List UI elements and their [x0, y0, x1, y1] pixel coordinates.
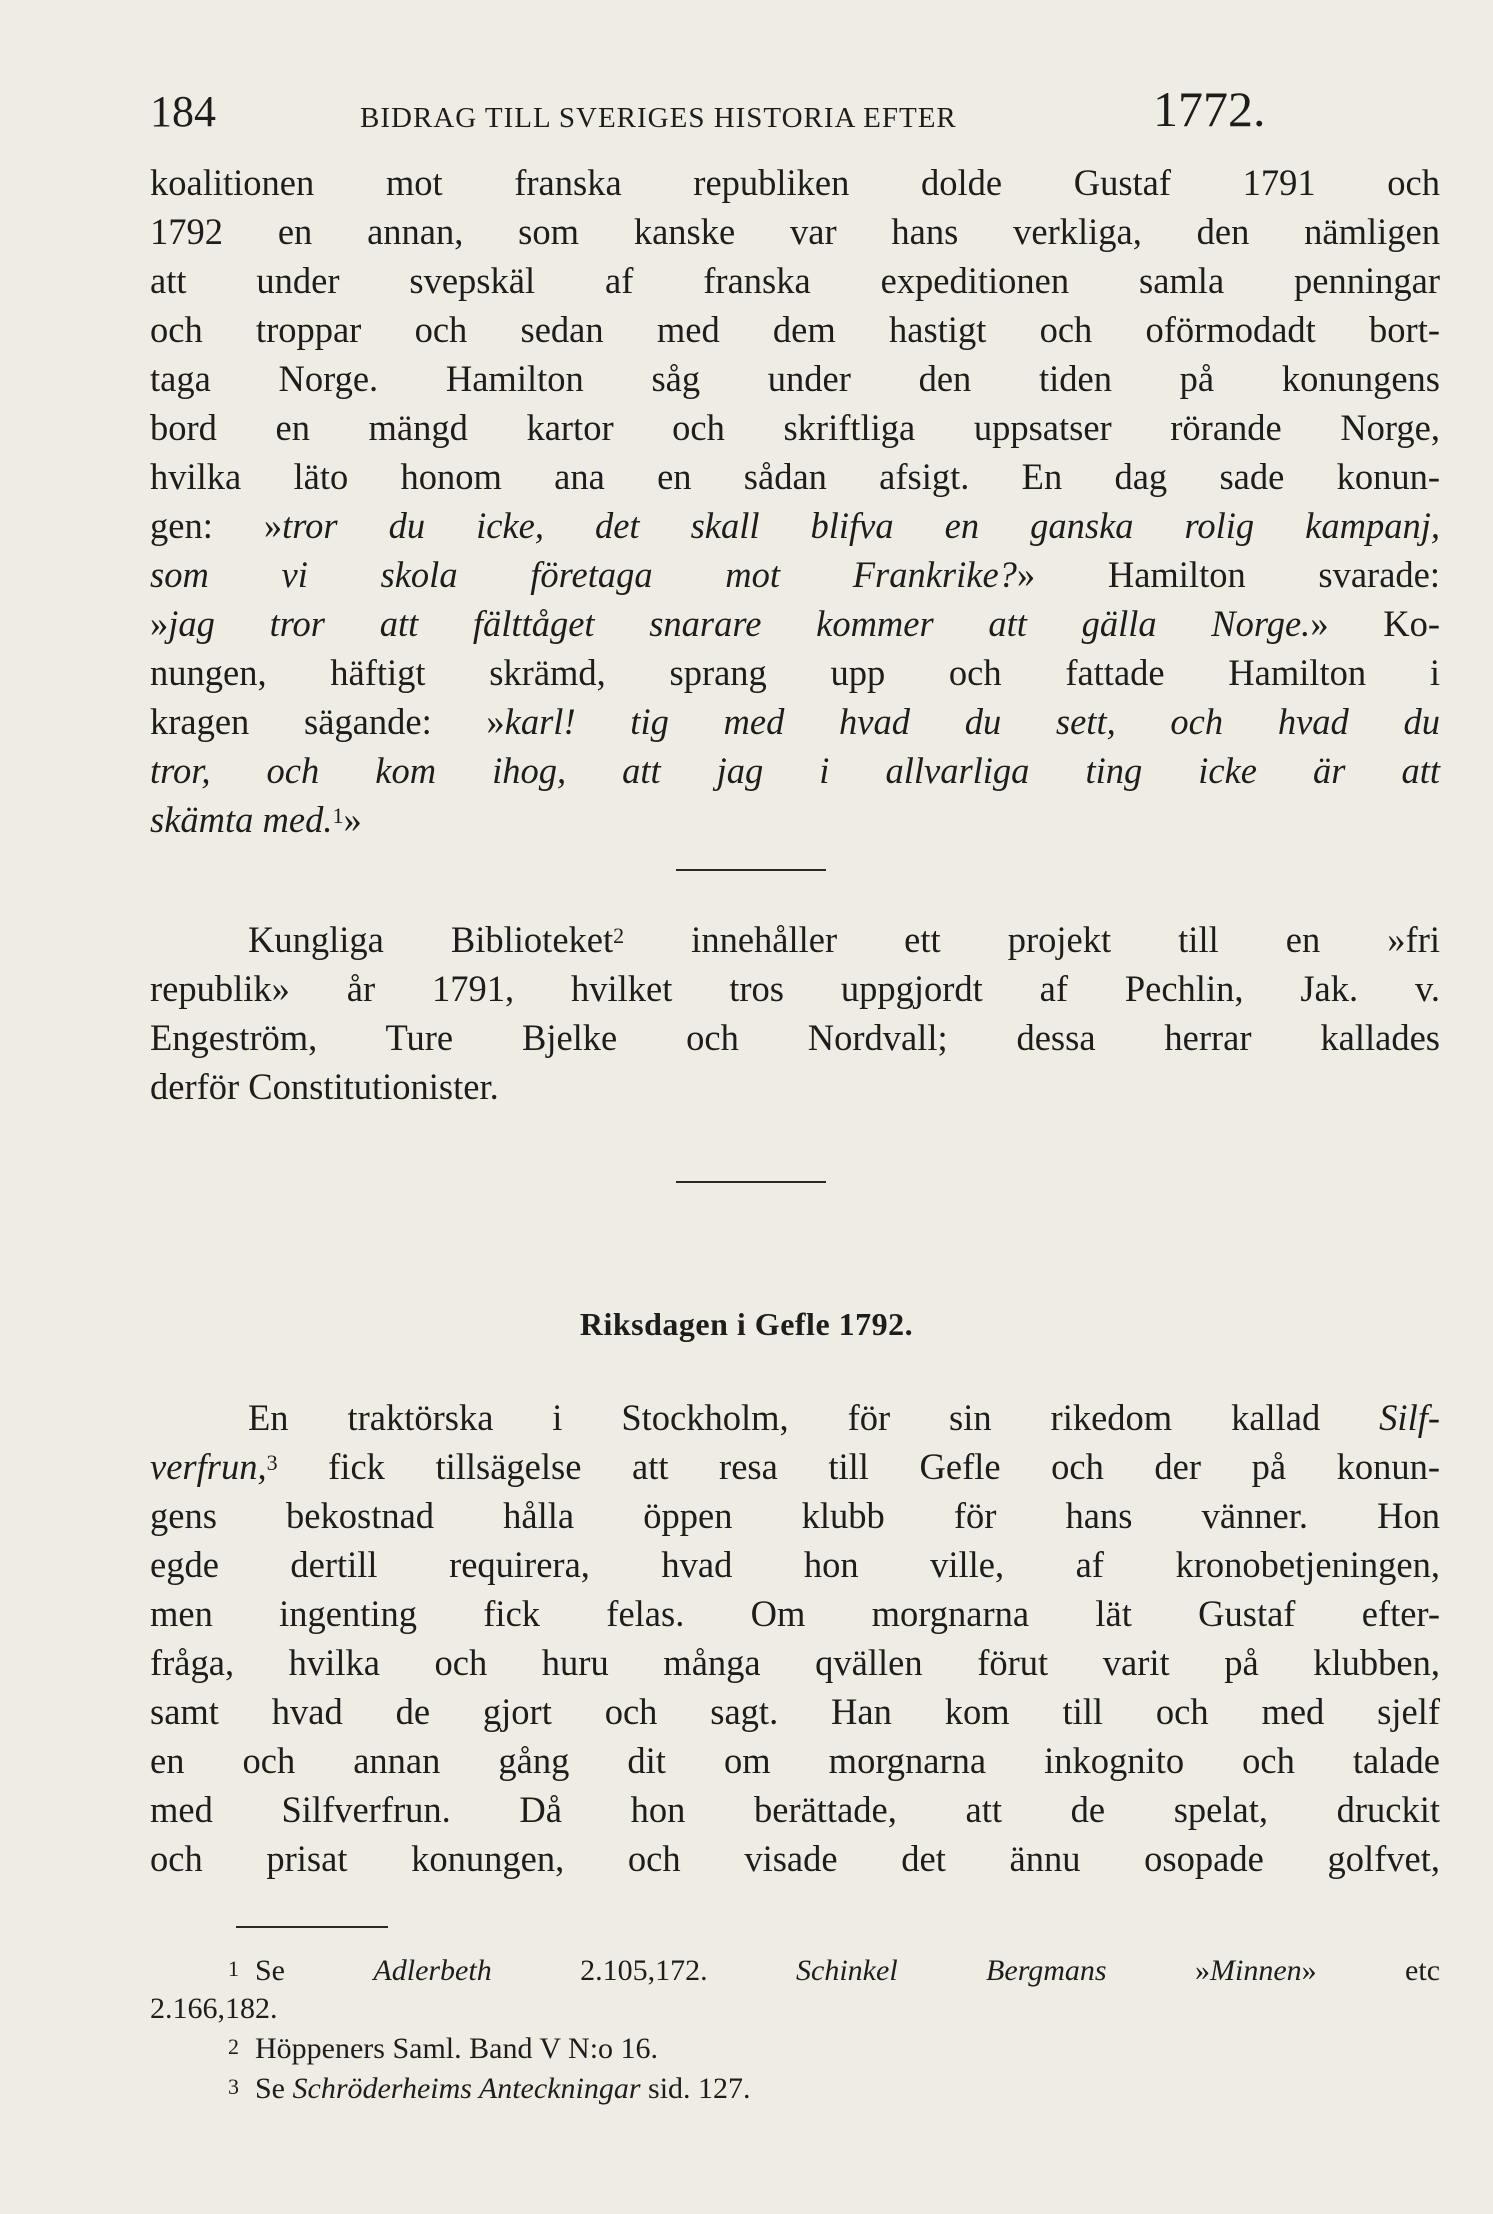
text-line: [150, 1442, 1440, 1491]
text-line: att under svepskäl af franska expeditionen samla penningar: [150, 260, 1440, 301]
text-line: koalitionen mot franska republiken dolde Gustaf 1791 och: [150, 162, 1440, 203]
footnote-1: [228, 1952, 1440, 1990]
footnote-ref: 1: [332, 803, 344, 828]
text-line: en och annan gång dit om morgnarna inkognito och talade: [150, 1740, 1440, 1781]
running-title-year: 1772.: [1153, 81, 1266, 137]
text-line: egde dertill requirera, hvad hon ville, af kronobetjeningen,: [150, 1544, 1440, 1585]
italic-quote: jag tror att fälttåget snarare kommer att gälla Norge.: [168, 603, 1311, 644]
italic-quote: karl! tig med hvad du sett, och hvad du: [504, 701, 1440, 742]
text-line: [150, 599, 1440, 648]
text-line: [150, 746, 1440, 795]
text-span: 2.105,172.: [491, 1954, 797, 1987]
text-line: hvilka läto honom ana en sådan afsigt. En dag sade konun-: [150, 456, 1440, 497]
text-line: men ingenting fick felas. Om morgnarna lät Gustaf efter-: [150, 1593, 1440, 1634]
text-span: innehåller ett projekt till en »fri: [624, 919, 1440, 960]
section-divider: [676, 1181, 826, 1183]
italic-quote: skämta med.: [150, 799, 333, 840]
text-line: [150, 550, 1440, 599]
text-line: [150, 697, 1440, 746]
running-title: BIDRAG TILL SVERIGES HISTORIA EFTER: [360, 102, 957, 134]
text-span: gen: »: [150, 505, 283, 546]
footnote-rule: [236, 1926, 388, 1928]
text-span: » Ko-: [1310, 603, 1441, 644]
text-line: taga Norge. Hamilton såg under den tiden på konungens: [150, 358, 1440, 399]
text-line: [248, 1393, 1440, 1442]
text-span: »: [1106, 1954, 1210, 1987]
italic-title: Minnen: [1210, 1954, 1302, 1987]
text-line: med Silfverfrun. Då hon berättade, att de spelat, druckit: [150, 1789, 1440, 1830]
footnote-ref: 3: [266, 1450, 278, 1475]
text-line: nungen, häftigt skrämd, sprang upp och fattade Hamilton i: [150, 652, 1440, 693]
text-line: och prisat konungen, och visade det ännu osopade golfvet,: [150, 1838, 1440, 1879]
footnote-number: 2: [228, 2034, 239, 2059]
page-header: [150, 81, 1270, 146]
text-span: » Hamilton svarade:: [1016, 554, 1440, 595]
italic-author: Adlerbeth: [373, 1954, 492, 1987]
text-span: »: [150, 603, 169, 644]
text-span: sid. 127.: [640, 2072, 751, 2105]
text-line: gens bekostnad hålla öppen klubb för hans vänner. Hon: [150, 1495, 1440, 1536]
italic-title: Schröderheims Anteckningar: [292, 2072, 641, 2105]
text-line: fråga, hvilka och huru många qvällen förut varit på klubben,: [150, 1642, 1440, 1683]
footnote-ref: 2: [613, 923, 625, 948]
text-line: [150, 501, 1440, 550]
text-line: [248, 915, 1440, 964]
italic-name: verfrun,: [150, 1446, 267, 1487]
footnote-2: [228, 2030, 1493, 2068]
italic-quote: som vi skola företaga mot Frankrike?: [150, 554, 1017, 595]
text-line: [150, 795, 1440, 844]
text-span: Kungliga Biblioteket: [248, 919, 614, 960]
text-line: 1792 en annan, som kanske var hans verkliga, den nämligen: [150, 211, 1440, 252]
text-line: republik» år 1791, hvilket tros uppgjordt af Pechlin, Jak. v.: [150, 968, 1440, 1009]
text-span: kragen sägande: »: [150, 701, 505, 742]
text-span: En traktörska i Stockholm, för sin rikedom kallad: [248, 1397, 1380, 1438]
text-line: Engeström, Ture Bjelke och Nordvall; dessa herrar kallades: [150, 1017, 1440, 1058]
text-line: samt hvad de gjort och sagt. Han kom till och med sjelf: [150, 1691, 1440, 1732]
section-heading: Riksdagen i Gefle 1792.: [579, 1306, 914, 1342]
footnote-3: [228, 2070, 1493, 2108]
text-span: »: [343, 799, 362, 840]
footnote-number: 1: [228, 1956, 239, 1981]
text-span: fick tillsägelse att resa till Gefle och der på konun-: [277, 1446, 1440, 1487]
text-span: Höppeners Saml. Band V N:o 16.: [255, 2032, 659, 2065]
italic-name: Silf-: [1379, 1397, 1440, 1438]
text-span: » etc: [1301, 1954, 1441, 1987]
text-line: bord en mängd kartor och skriftliga uppsatser rörande Norge,: [150, 407, 1440, 448]
italic-quote: tror, och kom ihog, att jag i allvarliga ting icke är att: [150, 750, 1440, 791]
text-line: och troppar och sedan med dem hastigt och oförmodadt bort-: [150, 309, 1440, 350]
text-line: derför Constitutionister.: [150, 1066, 499, 1107]
section-divider: [676, 869, 826, 871]
italic-author: Schinkel Bergmans: [796, 1954, 1107, 1987]
page-number: 184: [150, 87, 216, 136]
footnote-1-continued: 2.166,182.: [150, 1992, 278, 2025]
text-span: Se: [255, 2072, 293, 2105]
text-span: Se: [255, 1954, 374, 1987]
italic-quote: tror du icke, det skall blifva en ganska rolig kampanj,: [282, 505, 1440, 546]
footnote-number: 3: [228, 2074, 239, 2099]
